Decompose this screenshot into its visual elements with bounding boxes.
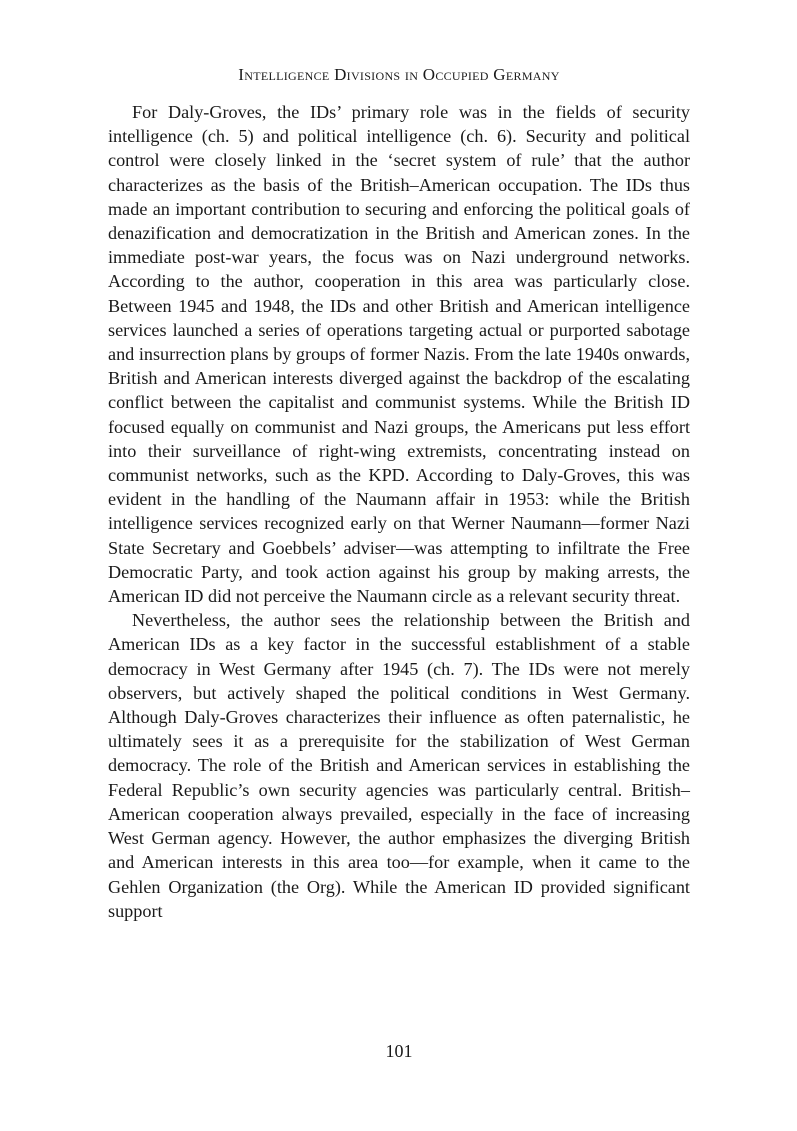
body-text bbox=[108, 100, 690, 923]
running-head: Intelligence Divisions in Occupied Germany bbox=[238, 65, 560, 84]
book-page bbox=[108, 58, 690, 1078]
paragraph-1: For Daly-Groves, the IDs’ primary role was in the fields of security intelligence (ch. 5) and political intelligence (ch. 6). Security and political control were closely linked in the ‘secret system of rule’ that the author characterizes as the basis of the British–American occupation. The IDs thus made an important contribution to securing and enforcing the political goals of denazification and democratization in the British and American zones. In the immediate post-war years, the focus was on Nazi underground networks. According to the author, cooperation in this area was particularly close. Between 1945 and 1948, the IDs and other British and American intelligence services launched a series of operations targeting actual or purported sabotage and insurrection plans by groups of former Nazis. From the late 1940s onwards, British and American interests diverged against the backdrop of the escalating conflict between the capitalist and communist systems. While the British ID focused equally on communist and Nazi groups, the Americans put less effort into their surveillance of right-wing extremists, concentrating instead on communist networks, such as the KPD. According to Daly-Groves, this was evident in the handling of the Naumann affair in 1953: while the British intelligence services recognized early on that Werner Naumann—former Nazi State Secretary and Goebbels’ adviser—was attempting to infiltrate the Free Democratic Party, and took action against his group by making arrests, the American ID did not perceive the Naumann circle as a relevant security threat. bbox=[108, 102, 690, 607]
page-number: 101 bbox=[385, 1041, 413, 1061]
paragraph-2: Nevertheless, the author sees the relationship between the British and American IDs as a key factor in the successful establishment of a stable democracy in West Germany after 1945 (ch. 7). The IDs were not merely observers, but actively shaped the political conditions in West Germany. Although Daly-Groves characterizes their influence as often paternalistic, he ultimately sees it as a prerequisite for the stabilization of West German democracy. The role of the British and American services in establishing the Federal Republic’s own security agencies was particularly central. British–American cooperation always prevailed, especially in the face of increasing West German agency. However, the author emphasizes the diverging British and American interests in this area too—for example, when it came to the Gehlen Organization (the Org). While the American ID provided significant support bbox=[108, 610, 690, 921]
